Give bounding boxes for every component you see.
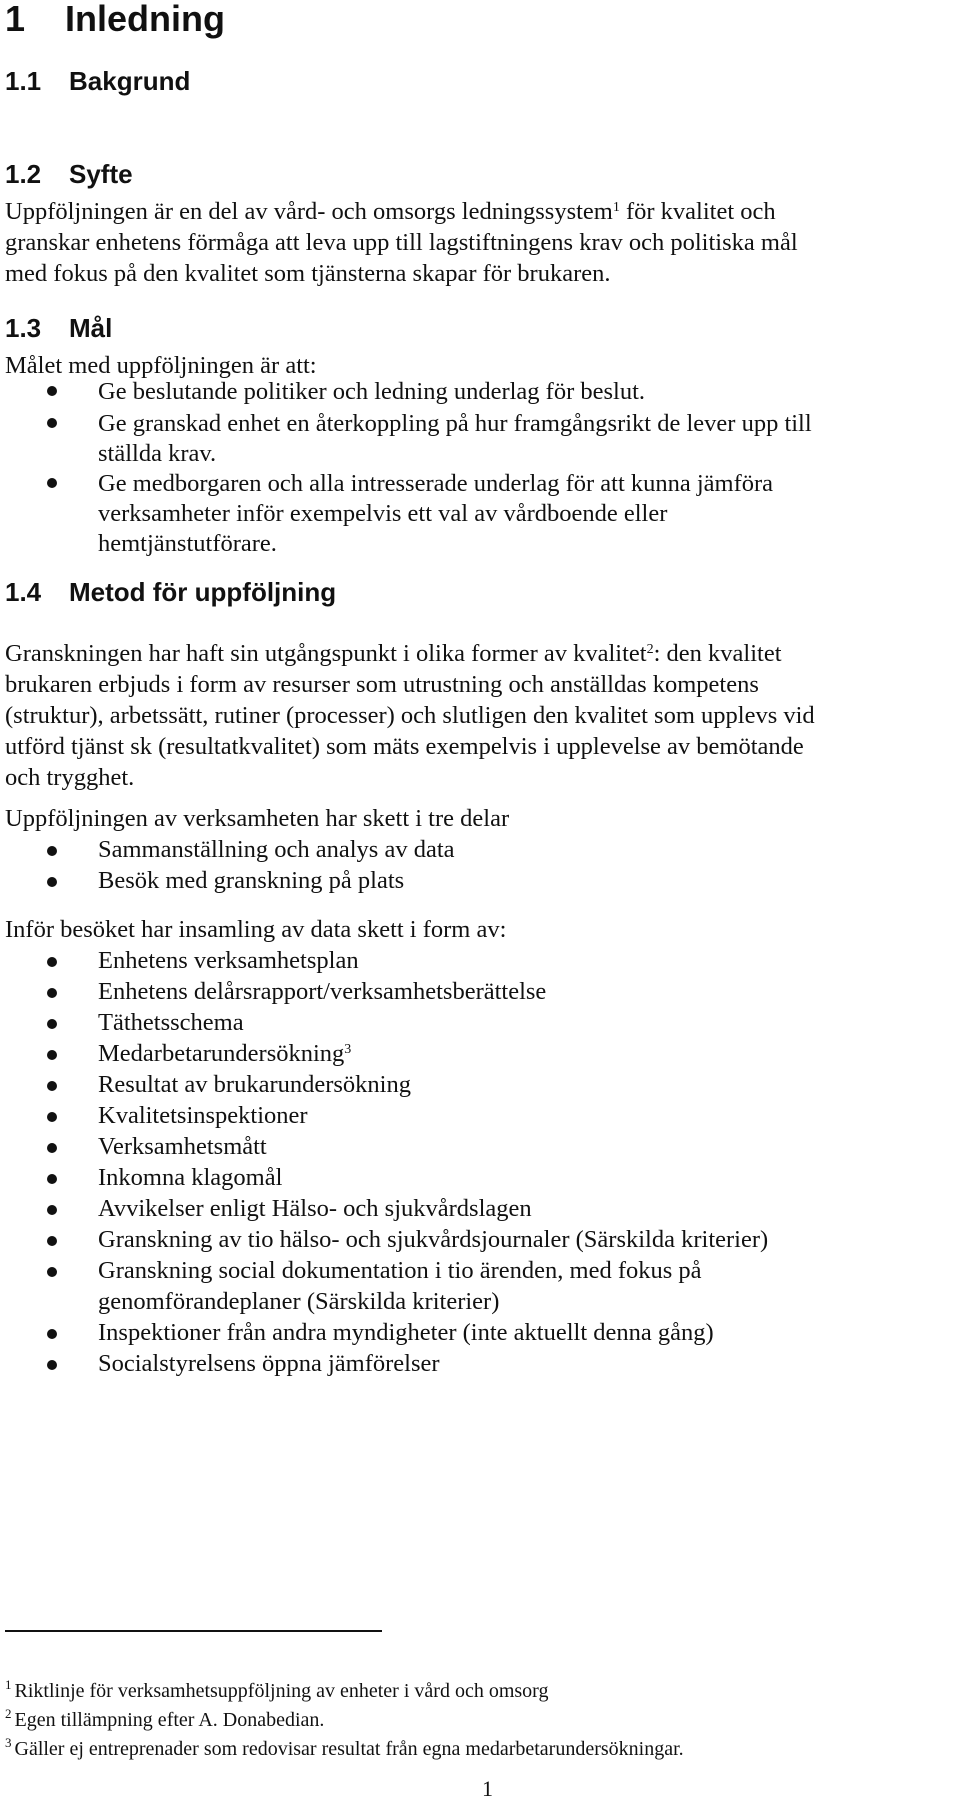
- list2-item: Verksamhetsmått: [98, 1133, 267, 1160]
- syfte-line-3: med fokus på den kvalitet som tjänsterna skapar för brukaren.: [5, 260, 611, 287]
- list1-item: Besök med granskning på plats: [98, 867, 405, 894]
- list2-item: Resultat av brukarundersökning: [98, 1071, 411, 1098]
- footnote-ref-1: 1: [612, 200, 620, 215]
- heading-title: Metod för uppföljning: [69, 577, 337, 607]
- heading-1-2: [5, 159, 133, 190]
- list2-item: Avvikelser enligt Hälso- och sjukvårdslagen: [98, 1195, 532, 1222]
- heading-number: 1.3: [5, 313, 42, 343]
- mal-bullet-1: Ge beslutande politiker och ledning underlag för beslut.: [98, 378, 646, 405]
- list2-item: Enhetens delårsrapport/verksamhetsberättelse: [98, 978, 547, 1005]
- bullet-icon: [47, 1019, 57, 1029]
- heading-1-4: [5, 577, 336, 608]
- list2-item: Enhetens verksamhetsplan: [98, 947, 359, 974]
- bullet-icon: [47, 957, 57, 967]
- list2-item: Inspektioner från andra myndigheter (inte aktuellt denna gång): [98, 1319, 714, 1346]
- metod-paragraph-2: Uppföljningen av verksamheten har skett i tre delar: [5, 805, 510, 832]
- heading-number: 1.1: [5, 66, 42, 96]
- bullet-icon: [47, 1050, 57, 1060]
- footnote-3: $^3$ Gäller ej entreprenader som redovisar resultat från egna medarbetarundersökningar.: [5, 1735, 684, 1760]
- heading-1-title: Inledning: [65, 0, 226, 39]
- bullet-icon: [47, 1329, 57, 1339]
- syfte-line-2: granskar enhetens förmåga att leva upp till lagstiftningens krav och politiska mål: [5, 229, 798, 256]
- page-number: 1: [482, 1776, 493, 1801]
- bullet-icon: [47, 418, 57, 428]
- metod-paragraph-3: Inför besöket har insamling av data skett i form av:: [5, 916, 507, 943]
- bullet-icon: [47, 1205, 57, 1215]
- mal-intro: Målet med uppföljningen är att:: [5, 352, 317, 379]
- bullet-icon: [47, 1360, 57, 1370]
- heading-1: [5, 0, 225, 40]
- list2-item: Täthetsschema: [98, 1009, 244, 1036]
- heading-number: 1.2: [5, 159, 42, 189]
- heading-title: Mål: [69, 313, 113, 343]
- bullet-icon: [47, 1174, 57, 1184]
- list1-item: Sammanställning och analys av data: [98, 836, 455, 863]
- list2-item: Socialstyrelsens öppna jämförelser: [98, 1350, 440, 1377]
- bullet-icon: [47, 988, 57, 998]
- mal-bullet-2-line-2: ställda krav.: [98, 440, 217, 467]
- metod-line-4: utförd tjänst sk (resultatkvalitet) som mäts exempelvis i upplevelse av bemötande: [5, 733, 804, 760]
- list2-item: Granskning social dokumentation i tio ärenden, med fokus på: [98, 1257, 702, 1284]
- heading-title: Bakgrund: [69, 66, 191, 96]
- footnote-ref-2: 2: [646, 642, 654, 657]
- heading-1-number: 1: [5, 0, 26, 39]
- heading-number: 1.4: [5, 577, 42, 607]
- bullet-icon: [47, 1112, 57, 1122]
- footnote-1: $^1$ Riktlinje för verksamhetsuppföljning av enheter i vård och omsorg: [5, 1677, 549, 1702]
- bullet-icon: [47, 386, 57, 396]
- heading-1-1: [5, 66, 190, 97]
- metod-line-2: brukaren erbjuds i form av resurser som utrustning och anställdas kompetens: [5, 671, 759, 698]
- list2-item-continuation: genomförandeplaner (Särskilda kriterier): [98, 1288, 500, 1315]
- list2-item: Medarbetarundersökning$^3$: [98, 1040, 352, 1067]
- list2-item: Inkomna klagomål: [98, 1164, 283, 1191]
- metod-line-5: och trygghet.: [5, 764, 135, 791]
- bullet-icon: [47, 846, 57, 856]
- mal-bullet-3-line-3: hemtjänstutförare.: [98, 530, 277, 557]
- heading-title: Syfte: [69, 159, 133, 189]
- heading-1-3: [5, 313, 112, 344]
- bullet-icon: [47, 877, 57, 887]
- bullet-icon: [47, 1267, 57, 1277]
- mal-bullet-2-line-1: Ge granskad enhet en återkoppling på hur framgångsrikt de lever upp till: [98, 410, 812, 437]
- bullet-icon: [47, 478, 57, 488]
- bullet-icon: [47, 1236, 57, 1246]
- list2-item: Granskning av tio hälso- och sjukvårdsjournaler (Särskilda kriterier): [98, 1226, 769, 1253]
- footnote-2: $^2$ Egen tillämpning efter A. Donabedian.: [5, 1706, 325, 1731]
- mal-bullet-3-line-1: Ge medborgaren och alla intresserade underlag för att kunna jämföra: [98, 470, 774, 497]
- mal-bullet-3-line-2: verksamheter inför exempelvis ett val av vårdboende eller: [98, 500, 668, 527]
- metod-line-1: Granskningen har haft sin utgångspunkt i olika former av kvalitet$^2$: den kvalitet: [5, 640, 782, 667]
- bullet-icon: [47, 1143, 57, 1153]
- metod-line-3: (struktur), arbetssätt, rutiner (processer) och slutligen den kvalitet som upplevs vid: [5, 702, 815, 729]
- bullet-icon: [47, 1081, 57, 1091]
- syfte-line-1: Uppföljningen är en del av vård- och omsorgs ledningssystem$^1$ för kvalitet och: [5, 198, 776, 225]
- footnote-ref-3: 3: [344, 1042, 352, 1057]
- footnote-separator: [5, 1630, 382, 1632]
- list2-item: Kvalitetsinspektioner: [98, 1102, 308, 1129]
